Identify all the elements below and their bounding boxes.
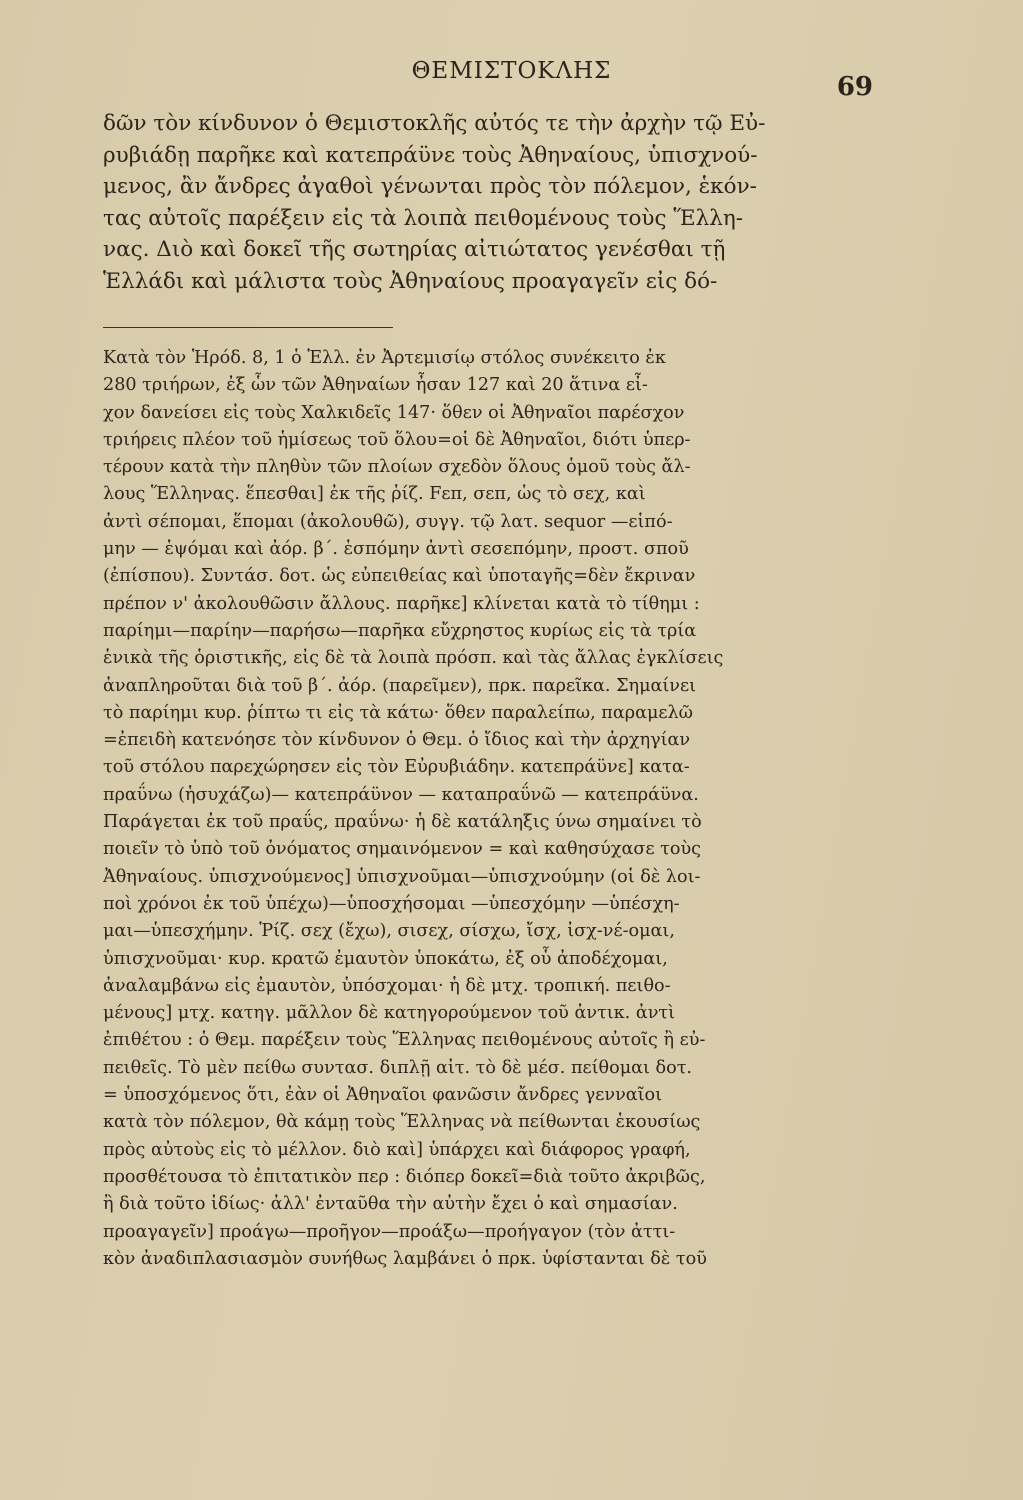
note-line: τοῦ στόλου παρεχώρησεν εἰς τὸν Εὐρυβιάδην. κατεπράϋνε] κατα- bbox=[103, 757, 690, 778]
note-line: ποὶ χρόνοι ἐκ τοῦ ὑπέχω)—ὑποσχήσομαι —ὑπεσχόμην —ὑπέσχη- bbox=[103, 893, 680, 914]
main-line: Ἑλλάδι καὶ μάλιστα τοὺς Ἀθηναίους προαγαγεῖν εἰς δό- bbox=[103, 268, 718, 294]
note-line: μένους] μτχ. κατηγ. μᾶλλον δὲ κατηγορούμενον τοῦ ἀντικ. ἀντὶ bbox=[103, 1003, 676, 1024]
note-line: λους Ἕλληνας. ἕπεσθαι] ἐκ τῆς ῥίζ. Fεπ, σεπ, ὡς τὸ σεχ, καὶ bbox=[103, 484, 646, 505]
note-line: μαι—ὑπεσχήμην. Ῥίζ. σεχ (ἔχω), σισεχ, σίσχω, ἴσχ, ἰσχ-νέ-ομαι, bbox=[103, 921, 675, 942]
page-number: 69 bbox=[836, 72, 873, 102]
note-line: Παράγεται ἐκ τοῦ πραΰς, πραΰνω· ἡ δὲ κατάληξις ύνω σημαίνει τὸ bbox=[103, 812, 702, 833]
note-line: ἢ διὰ τοῦτο ἰδίως· ἀλλ' ἐνταῦθα τὴν αὐτὴν ἔχει ὁ καὶ σημασίαν. bbox=[103, 1194, 678, 1215]
note-line: ὑπισχνοῦμαι· κυρ. κρατῶ ἐμαυτὸν ὑποκάτω, ἐξ οὗ ἀποδέχομαι, bbox=[103, 948, 668, 969]
note-line: = ὑποσχόμενος ὅτι, ἐὰν οἱ Ἀθηναῖοι φανῶσιν ἄνδρες γενναῖοι bbox=[103, 1085, 663, 1106]
main-line: ρυβιάδῃ παρῆκε καὶ κατεπράϋνε τοὺς Ἀθηναίους, ὑπισχνού- bbox=[103, 142, 758, 168]
main-text bbox=[103, 108, 848, 297]
note-line: (ἐπίσπου). Συντάσ. δοτ. ὡς εὐπειθείας καὶ ὑποταγῆς=δὲν ἔκριναν bbox=[103, 566, 696, 587]
note-line: παρίημι—παρίην—παρήσω—παρῆκα εὔχρηστος κυρίως εἰς τὰ τρία bbox=[103, 620, 697, 641]
note-line: προαγαγεῖν] προάγω—προῆγον—προάξω—προήγαγον (τὸν ἀττι- bbox=[103, 1221, 676, 1242]
note-line: Κατὰ τὸν Ἡρόδ. 8, 1 ὁ Ἑλλ. ἐν Ἀρτεμισίῳ στόλος συνέκειτο ἐκ bbox=[103, 348, 666, 368]
note-line: ἑνικὰ τῆς ὁριστικῆς, εἰς δὲ τὰ λοιπὰ πρόσπ. καὶ τὰς ἄλλας ἐγκλίσεις bbox=[103, 648, 724, 669]
note-line: τὸ παρίημι κυρ. ῥίπτω τι εἰς τὰ κάτω· ὅθεν παραλείπω, παραμελῶ bbox=[103, 702, 694, 723]
note-line: τέρουν κατὰ τὴν πληθὺν τῶν πλοίων σχεδὸν ὅλους ὁμοῦ τοὺς ἄλ- bbox=[103, 457, 691, 478]
footnote-divider bbox=[103, 327, 393, 328]
note-line: ἀντὶ σέπομαι, ἕπομαι (ἀκολουθῶ), συγγ. τῷ λατ. sequor —εἱπό- bbox=[103, 511, 673, 532]
note-line: κατὰ τὸν πόλεμον, θὰ κάμῃ τοὺς Ἕλληνας νὰ πείθωνται ἑκουσίως bbox=[103, 1112, 701, 1133]
main-line: νας. Διὸ καὶ δοκεῖ τῆς σωτηρίας αἰτιώτατος γενέσθαι τῇ bbox=[103, 237, 726, 262]
note-line: μην — ἑψόμαι καὶ ἀόρ. β΄. ἑσπόμην ἀντὶ σεσεπόμην, προστ. σποῦ bbox=[103, 539, 689, 560]
note-line: πραΰνω (ἡσυχάζω)— κατεπράϋνον — καταπραΰνῶ — κατεπράϋνα. bbox=[103, 784, 699, 805]
note-line: Ἀθηναίους. ὑπισχνούμενος] ὑπισχνοῦμαι—ὑπισχνούμην (οἱ δὲ λοι- bbox=[103, 866, 701, 887]
commentary-notes bbox=[103, 345, 848, 1273]
note-line: ἐπιθέτου : ὁ Θεμ. παρέξειν τοὺς Ἕλληνας πειθομένους αὐτοῖς ἢ εὐ- bbox=[103, 1030, 706, 1051]
note-line: προσθέτουσα τὸ ἐπιτατικὸν περ : διόπερ δοκεῖ=διὰ τοῦτο ἀκριβῶς, bbox=[103, 1166, 706, 1187]
note-line: πρὸς αὐτοὺς εἰς τὸ μέλλον. διὸ καὶ] ὑπάρχει καὶ διάφορος γραφή, bbox=[103, 1139, 691, 1160]
note-line: ἀναλαμβάνω εἰς ἐμαυτὸν, ὑπόσχομαι· ἡ δὲ μτχ. τροπική. πειθο- bbox=[103, 975, 671, 996]
running-title: ΘΕΜΙΣΤΟΚΛΗΣ bbox=[411, 58, 612, 84]
note-line: πρέπον ν' ἀκολουθῶσιν ἄλλους. παρῆκε] κλίνεται κατὰ τὸ τίθημι : bbox=[103, 593, 700, 614]
note-line: χον δανείσει εἰς τοὺς Χαλκιδεῖς 147· ὅθεν οἱ Ἀθηναῖοι παρέσχον bbox=[103, 402, 685, 423]
note-line: ἀναπληροῦται διὰ τοῦ β΄. ἀόρ. (παρεῖμεν), πρκ. παρεῖκα. Σημαίνει bbox=[103, 675, 696, 696]
main-line: δῶν τὸν κίνδυνον ὁ Θεμιστοκλῆς αὐτός τε τὴν ἀρχὴν τῷ Εὐ- bbox=[103, 111, 766, 136]
note-line: πειθεῖς. Τὸ μὲν πείθω συντασ. διπλῇ αἰτ. τὸ δὲ μέσ. πείθομαι δοτ. bbox=[103, 1057, 693, 1078]
note-line: =ἐπειδὴ κατενόησε τὸν κίνδυνον ὁ Θεμ. ὁ ἴδιος καὶ τὴν ἀρχηγίαν bbox=[103, 730, 691, 751]
main-line: τας αὐτοῖς παρέξειν εἰς τὰ λοιπὰ πειθομένους τοὺς Ἕλλη- bbox=[103, 205, 744, 231]
note-line: ποιεῖν τὸ ὑπὸ τοῦ ὀνόματος σημαινόμενον = καὶ καθησύχασε τοὺς bbox=[103, 839, 702, 860]
note-line: κὸν ἀναδιπλασιασμὸν συνήθως λαμβάνει ὁ πρκ. ὑφίστανται δὲ τοῦ bbox=[103, 1248, 707, 1269]
main-line: μενος, ἂν ἄνδρες ἀγαθοὶ γένωνται πρὸς τὸν πόλεμον, ἑκόν- bbox=[103, 174, 757, 199]
note-line: τριήρεις πλέον τοῦ ἡμίσεως τοῦ ὅλου=οἱ δὲ Ἀθηναῖοι, διότι ὑπερ- bbox=[103, 429, 691, 450]
note-line: 280 τριήρων, ἐξ ὧν τῶν Ἀθηναίων ἦσαν 127 καὶ 20 ἅτινα εἶ- bbox=[103, 375, 648, 396]
